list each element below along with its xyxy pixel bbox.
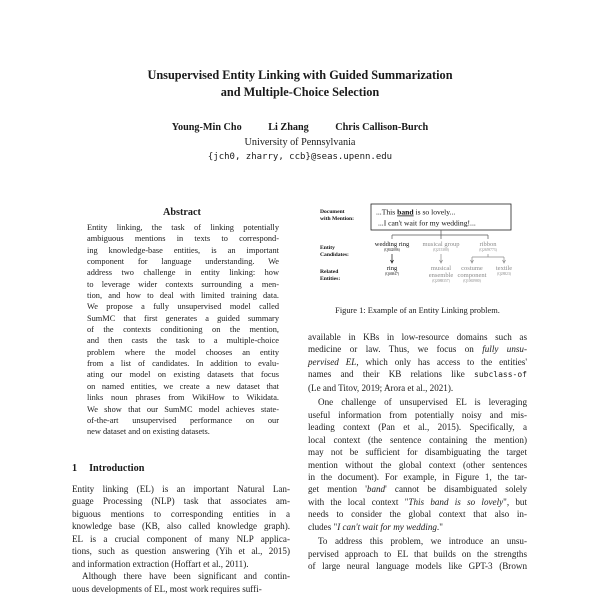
branch-connector [392, 230, 488, 239]
text-line: tions, such as question answering (Yih et al., 2015) [72, 546, 290, 557]
right-column-text [308, 331, 527, 573]
text-line: ing knowledge-base entities, is an important [87, 245, 279, 255]
arrowheads-ribbon [471, 260, 506, 263]
text-line: Entity linking, the task of linking potentially [87, 223, 279, 232]
related-costume-component-qid: (Q1065980) [463, 279, 481, 283]
author-emails: {jch0, zharry, ccb}@seas.upenn.edu [207, 152, 393, 162]
affiliation: University of Pennsylvania [244, 137, 356, 148]
text-line: ambiguous mentions in texts to correspond- [87, 234, 279, 244]
entity-linking-diagram [308, 200, 528, 312]
text-line: leading context (Pan et al., 2015). Specifically, a [308, 422, 527, 433]
figure-caption: Figure 1: Example of an Entity Linking problem. [335, 306, 500, 315]
rel-label-2: Entities: [320, 276, 341, 282]
text-line: EL is a crucial component of many NLP applica- [72, 533, 290, 544]
text-line: useful information from potentially noisy and mis- [308, 409, 527, 420]
text-line: guage Processing (NLP) task that associates am- [72, 496, 290, 507]
doc-label-2: with Mention: [320, 216, 355, 222]
section-title: Introduction [89, 463, 145, 474]
text-line: available in KBs in low-resource domains such as [308, 332, 527, 342]
doc-label-1: Document [320, 209, 345, 215]
text-line: One challenge of unsupervised EL is leveraging [318, 397, 527, 408]
candidate-ribbon-qid: (Q2659773) [479, 248, 497, 252]
text-line: component for language understanding. We [87, 257, 279, 267]
related-ring-qid: (Q46847) [385, 272, 399, 276]
text-line: new dataset and on existing datasets. [87, 427, 210, 437]
text-line: and information extraction (Hoffart et al., 2011). [72, 558, 249, 569]
text-line: and then casts the task to a multiple-choice [87, 336, 279, 346]
candidate-musical-group: musical group [422, 241, 460, 248]
text-line: uous developments of EL, most work requires suffi- [72, 583, 262, 594]
related-textile: textile [495, 265, 513, 272]
candidate-wedding-ring-qid: (Q842086) [384, 248, 400, 252]
related-costume-component-1: costume [461, 265, 483, 272]
text-line: to leverage wider contexts surrounding a men- [87, 279, 279, 289]
author-2: Li Zhang [268, 122, 309, 133]
branch-ribbon [472, 254, 504, 262]
text-line: of the contexts conditioning on the mention, [87, 325, 279, 335]
text-line: cludes "I can't wait for my wedding." [308, 521, 443, 532]
text-line: from a list of candidates. In addition to evalu- [87, 359, 279, 369]
text-line: needs to consider the global context that also in- [308, 509, 527, 520]
text-line: (Le and Titov, 2019; Arora et al., 2021). [308, 382, 454, 393]
introduction-text [72, 483, 290, 595]
text-line: links noun phrases from WikiHow to Wikidata. [87, 393, 279, 403]
text-line: knowledge base (KB, also called knowledge graph). [72, 521, 290, 532]
text-line: pervised EL, which only has access to the entities' [308, 356, 527, 367]
text-line: Entity linking (EL) is an important Natural Lan- [72, 484, 290, 494]
abstract-text [87, 222, 279, 438]
related-costume-component-2: component [457, 272, 487, 279]
text-line: get mention 'band' cannot be disambiguated solely [308, 484, 527, 495]
text-line: medicine or law. Thus, we focus on fully unsu- [308, 344, 527, 355]
document-line-2: ...I can't wait for my wedding!... [378, 218, 476, 228]
paper-title-line-1: Unsupervised Entity Linking with Guided Summarization [147, 68, 453, 82]
text-line: biguous mentions to corresponding entities in a [72, 508, 290, 519]
text-line: with the local context "This band is so lovely", but [308, 496, 527, 507]
related-ring: ring [386, 265, 398, 272]
text-line: may not be sufficient for disambiguating the target [308, 447, 527, 458]
candidate-wedding-ring: wedding ring [374, 241, 410, 248]
paper-title-line-2: and Multiple-Choice Selection [220, 85, 380, 99]
candidate-ribbon: ribbon [479, 241, 497, 248]
author-list [0, 122, 600, 133]
text-line: We show that our SumMC model achieves state- [87, 404, 279, 414]
document-line-1: ...This band is so lovely... [376, 207, 456, 217]
text-line: of large neural language models like GPT-3 (Brown [308, 561, 527, 572]
abstract-heading: Abstract [163, 207, 201, 218]
text-line: Although there have been significant and contin- [82, 571, 290, 582]
text-line: mention without the global context (other sentences [308, 459, 527, 470]
text-line: ating our model on existing datasets that focus [87, 370, 279, 380]
author-1: Young-Min Cho [171, 122, 242, 133]
text-line: SumMC that first generates a guided summary [87, 313, 279, 323]
text-line: address two challenge in entity linking: how [87, 268, 279, 278]
text-line: of-the-art unsupervised performance on our [87, 415, 279, 425]
related-musical-ensemble-1: musical [430, 265, 452, 272]
text-line: We propose a fully unsupervised model called [87, 302, 279, 312]
author-3: Chris Callison-Burch [335, 122, 429, 133]
figure-1 [308, 200, 528, 312]
text-line: To address this problem, we introduce an unsu- [318, 536, 527, 547]
cand-label-2: Candidates: [320, 252, 349, 258]
related-textile-qid: (Q28823) [497, 272, 511, 276]
text-line: pervised approach to EL that builds on the strengths [308, 548, 527, 559]
cand-label-1: Entity [320, 245, 335, 251]
text-line: problem where the model chooses an entity [87, 347, 279, 357]
text-line: on named entities, we create a new dataset that [87, 381, 279, 391]
related-musical-ensemble-qid: (Q2088357) [432, 279, 450, 283]
section-heading [72, 463, 144, 474]
mention-band: band [397, 207, 414, 217]
rel-label-1: Related [320, 269, 339, 275]
text-line: local context (the sentence containing the mention) [308, 434, 527, 445]
text-line: tion, and how to deal with limited training data. [87, 291, 279, 301]
text-line: names and their KB relations like subclass-of [308, 369, 527, 380]
text-line: in the document). For example, in Figure 1, the tar- [308, 471, 527, 482]
section-number: 1 [72, 463, 78, 474]
candidate-musical-group-qid: (Q215380) [433, 248, 449, 252]
related-musical-ensemble-2: ensemble [428, 272, 454, 279]
